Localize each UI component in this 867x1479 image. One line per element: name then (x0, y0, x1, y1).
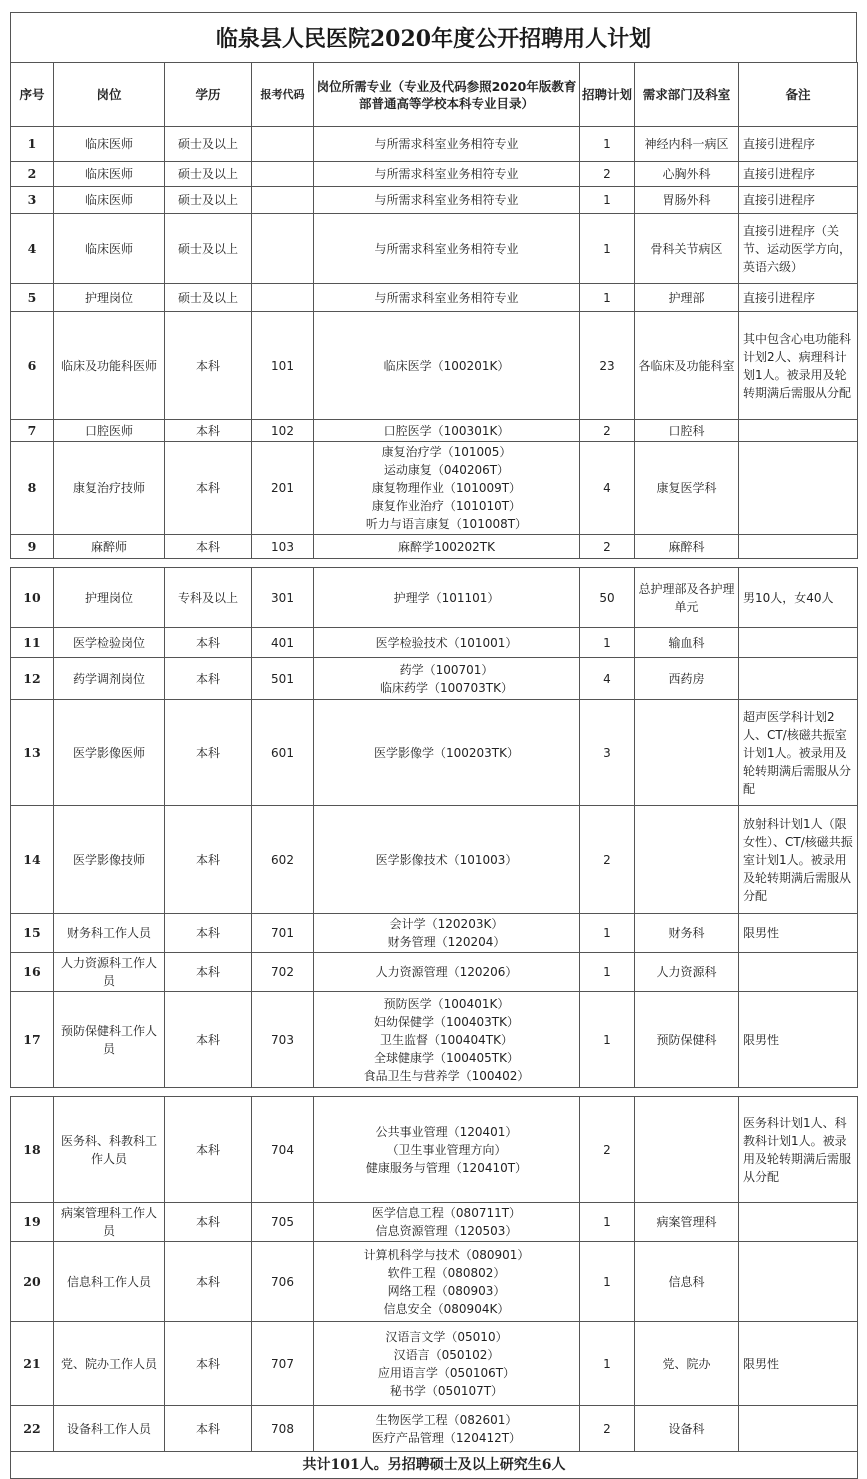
row-number: 18 (11, 1097, 54, 1203)
remark (739, 420, 858, 442)
row-separator-cell (11, 1088, 858, 1097)
major-line: 汉语言文学（05010） (385, 1329, 508, 1344)
major-line: 听力与语言康复（101008T） (365, 517, 528, 531)
required-majors (314, 442, 580, 535)
major-line: 秘书学（050107T） (389, 1383, 504, 1398)
row-number: 9 (11, 535, 54, 559)
required-majors (314, 162, 580, 187)
education: 硕士及以上 (165, 127, 252, 162)
row-separator (11, 559, 858, 568)
hiring-plan: 1 (580, 284, 635, 312)
hiring-plan: 1 (580, 914, 635, 953)
department: 总护理部及各护理单元 (635, 568, 739, 628)
header-cell: 需求部门及科室 (635, 63, 739, 127)
post-name: 护理岗位 (54, 568, 165, 628)
remark (739, 535, 858, 559)
remark (739, 1242, 858, 1322)
remark: 其中包含心电功能科计划2人、病理科计划1人。被录用及轮转期满后需服从分配 (739, 312, 858, 420)
department: 财务科 (635, 914, 739, 953)
exam-code: 103 (252, 535, 314, 559)
remark: 限男性 (739, 914, 858, 953)
major-line: 医学信息工程（080711T） (371, 1206, 522, 1220)
education: 本科 (165, 420, 252, 442)
post-name: 口腔医师 (54, 420, 165, 442)
table-row (11, 420, 858, 442)
remark: 限男性 (739, 992, 858, 1088)
education: 本科 (165, 658, 252, 700)
education: 硕士及以上 (165, 162, 252, 187)
education: 本科 (165, 1097, 252, 1203)
exam-code: 401 (252, 628, 314, 658)
row-number: 22 (11, 1406, 54, 1452)
major-line: 人力资源管理（120206） (375, 965, 518, 979)
major-line: 健康服务与管理（120410T） (365, 1160, 528, 1175)
exam-code: 704 (252, 1097, 314, 1203)
major-line: 临床医学（100201K） (383, 358, 510, 373)
exam-code (252, 214, 314, 284)
education: 本科 (165, 992, 252, 1088)
exam-code: 301 (252, 568, 314, 628)
required-majors (314, 658, 580, 700)
education: 硕士及以上 (165, 214, 252, 284)
department: 病案管理科 (635, 1203, 739, 1242)
header-cell: 备注 (739, 63, 858, 127)
remark: 直接引进程序 (739, 187, 858, 214)
required-majors (314, 806, 580, 914)
table-row (11, 1242, 858, 1322)
education: 本科 (165, 914, 252, 953)
department (635, 1097, 739, 1203)
table-row (11, 700, 858, 806)
row-number: 1 (11, 127, 54, 162)
post-name: 药学调剂岗位 (54, 658, 165, 700)
hiring-plan: 1 (580, 992, 635, 1088)
department (635, 806, 739, 914)
post-name: 临床医师 (54, 162, 165, 187)
header-cell: 报考代码 (252, 63, 314, 127)
department: 各临床及功能科室 (635, 312, 739, 420)
post-name: 人力资源科工作人员 (54, 953, 165, 992)
department: 麻醉科 (635, 535, 739, 559)
table-row (11, 1322, 858, 1406)
required-majors (314, 420, 580, 442)
table-footer-row (11, 1452, 858, 1479)
major-line: 临床药学（100703TK） (379, 680, 513, 695)
exam-code: 101 (252, 312, 314, 420)
education: 本科 (165, 312, 252, 420)
row-number: 6 (11, 312, 54, 420)
major-line: 生物医学工程（082601） (375, 1412, 518, 1427)
table-row (11, 568, 858, 628)
major-line: 食品卫生与营养学（100402） (363, 1068, 530, 1083)
department: 胃肠外科 (635, 187, 739, 214)
row-number: 5 (11, 284, 54, 312)
table-row (11, 214, 858, 284)
major-line: 计算机科学与技术（080901） (363, 1247, 530, 1262)
required-majors (314, 628, 580, 658)
major-line: 康复物理作业（101009T） (371, 481, 522, 495)
department: 骨科关节病区 (635, 214, 739, 284)
exam-code: 705 (252, 1203, 314, 1242)
department: 心胸外科 (635, 162, 739, 187)
major-line: （卫生事业管理方向） (386, 1142, 507, 1157)
hiring-plan: 4 (580, 658, 635, 700)
remark (739, 628, 858, 658)
major-line: 财务管理（120204） (387, 935, 506, 949)
required-majors (314, 127, 580, 162)
post-name: 医务科、科教科工作人员 (54, 1097, 165, 1203)
row-number: 20 (11, 1242, 54, 1322)
department: 口腔科 (635, 420, 739, 442)
post-name: 财务科工作人员 (54, 914, 165, 953)
table-row (11, 127, 858, 162)
major-line: 医学检验技术（101001） (375, 635, 518, 650)
post-name: 护理岗位 (54, 284, 165, 312)
hiring-plan: 3 (580, 700, 635, 806)
row-number: 14 (11, 806, 54, 914)
education: 本科 (165, 628, 252, 658)
hiring-plan: 1 (580, 1242, 635, 1322)
exam-code: 703 (252, 992, 314, 1088)
table-row (11, 1203, 858, 1242)
row-number: 17 (11, 992, 54, 1088)
post-name: 医学影像技师 (54, 806, 165, 914)
required-majors (314, 1097, 580, 1203)
department: 神经内科一病区 (635, 127, 739, 162)
row-number: 12 (11, 658, 54, 700)
hiring-plan: 50 (580, 568, 635, 628)
exam-code: 706 (252, 1242, 314, 1322)
hiring-plan: 2 (580, 535, 635, 559)
row-number: 19 (11, 1203, 54, 1242)
remark (739, 953, 858, 992)
required-majors (314, 1242, 580, 1322)
row-number: 13 (11, 700, 54, 806)
row-number: 11 (11, 628, 54, 658)
required-majors (314, 312, 580, 420)
hiring-plan: 1 (580, 1322, 635, 1406)
exam-code: 708 (252, 1406, 314, 1452)
table-row (11, 953, 858, 992)
major-line: 信息资源管理（120503） (375, 1224, 518, 1238)
major-line: 信息安全（080904K） (383, 1301, 510, 1316)
major-line: 全球健康学（100405TK） (373, 1050, 519, 1065)
remark: 限男性 (739, 1322, 858, 1406)
major-line: 汉语言（050102） (393, 1347, 500, 1362)
remark (739, 658, 858, 700)
major-line: 医学影像技术（101003） (375, 852, 518, 867)
row-number: 2 (11, 162, 54, 187)
post-name: 设备科工作人员 (54, 1406, 165, 1452)
hiring-plan: 2 (580, 162, 635, 187)
department: 西药房 (635, 658, 739, 700)
required-majors (314, 700, 580, 806)
department: 信息科 (635, 1242, 739, 1322)
education: 本科 (165, 1242, 252, 1322)
major-line: 与所需求科室业务相符专业 (374, 241, 519, 256)
department: 人力资源科 (635, 953, 739, 992)
education: 硕士及以上 (165, 284, 252, 312)
header-cell: 学历 (165, 63, 252, 127)
table-row (11, 992, 858, 1088)
department (635, 700, 739, 806)
recruitment-table (10, 62, 858, 1479)
header-cell: 序号 (11, 63, 54, 127)
major-line: 妇幼保健学（100403TK） (373, 1014, 519, 1029)
required-majors (314, 953, 580, 992)
row-number: 15 (11, 914, 54, 953)
post-name: 麻醉师 (54, 535, 165, 559)
required-majors (314, 992, 580, 1088)
post-name: 临床医师 (54, 127, 165, 162)
exam-code: 501 (252, 658, 314, 700)
exam-code: 702 (252, 953, 314, 992)
row-number: 8 (11, 442, 54, 535)
post-name: 医学检验岗位 (54, 628, 165, 658)
hiring-plan: 4 (580, 442, 635, 535)
post-name: 医学影像医师 (54, 700, 165, 806)
remark: 直接引进程序 (739, 284, 858, 312)
row-number: 7 (11, 420, 54, 442)
education: 硕士及以上 (165, 187, 252, 214)
hiring-plan: 23 (580, 312, 635, 420)
hiring-plan: 1 (580, 214, 635, 284)
post-name: 信息科工作人员 (54, 1242, 165, 1322)
row-number: 21 (11, 1322, 54, 1406)
table-row (11, 806, 858, 914)
required-majors (314, 535, 580, 559)
required-majors (314, 1406, 580, 1452)
table-row (11, 442, 858, 535)
hiring-plan: 2 (580, 1097, 635, 1203)
major-line: 卫生监督（100404TK） (379, 1032, 513, 1047)
table-row (11, 187, 858, 214)
remark: 直接引进程序 (739, 162, 858, 187)
exam-code (252, 127, 314, 162)
post-name: 临床医师 (54, 214, 165, 284)
row-number: 4 (11, 214, 54, 284)
row-number: 16 (11, 953, 54, 992)
required-majors (314, 187, 580, 214)
major-line: 与所需求科室业务相符专业 (374, 167, 519, 181)
hiring-plan: 2 (580, 420, 635, 442)
major-line: 会计学（120203K） (389, 917, 504, 931)
required-majors (314, 284, 580, 312)
row-separator-cell (11, 559, 858, 568)
total-summary: 共计101人。另招聘硕士及以上研究生6人 (11, 1452, 858, 1479)
remark: 直接引进程序（关节、运动医学方向，英语六级） (739, 214, 858, 284)
major-line: 与所需求科室业务相符专业 (374, 137, 519, 151)
major-line: 护理学（101101） (393, 590, 500, 605)
table-row (11, 914, 858, 953)
required-majors (314, 1203, 580, 1242)
required-majors (314, 914, 580, 953)
department: 预防保健科 (635, 992, 739, 1088)
exam-code: 201 (252, 442, 314, 535)
hiring-plan: 1 (580, 953, 635, 992)
table-header-row (11, 63, 858, 127)
major-line: 康复作业治疗（101010T） (371, 499, 522, 513)
major-line: 药学（100701） (399, 662, 494, 677)
major-line: 与所需求科室业务相符专业 (374, 193, 519, 207)
education: 本科 (165, 806, 252, 914)
exam-code: 602 (252, 806, 314, 914)
education: 本科 (165, 1322, 252, 1406)
remark (739, 442, 858, 535)
row-separator (11, 1088, 858, 1097)
table-row (11, 1406, 858, 1452)
education: 本科 (165, 535, 252, 559)
page-title: 临泉县人民医院2020年度公开招聘用人计划 (10, 12, 857, 62)
header-cell: 岗位所需专业（专业及代码参照2020年版教育部普通高等学校本科专业目录） (314, 63, 580, 127)
exam-code (252, 187, 314, 214)
table-row (11, 284, 858, 312)
header-cell: 岗位 (54, 63, 165, 127)
post-name: 临床医师 (54, 187, 165, 214)
major-line: 公共事业管理（120401） (375, 1124, 518, 1139)
hiring-plan: 2 (580, 1406, 635, 1452)
table-row (11, 312, 858, 420)
hiring-plan: 1 (580, 127, 635, 162)
required-majors (314, 1322, 580, 1406)
table-row (11, 658, 858, 700)
education: 专科及以上 (165, 568, 252, 628)
remark: 超声医学科计划2人、CT/核磁共振室计划1人。被录用及轮转期满后需服从分配 (739, 700, 858, 806)
education: 本科 (165, 1203, 252, 1242)
major-line: 康复治疗学（101005） (381, 445, 512, 459)
header-cell: 招聘计划 (580, 63, 635, 127)
major-line: 运动康复（040206T） (383, 463, 510, 477)
department: 输血科 (635, 628, 739, 658)
row-number: 3 (11, 187, 54, 214)
hiring-plan: 1 (580, 187, 635, 214)
hiring-plan: 1 (580, 1203, 635, 1242)
table-row (11, 535, 858, 559)
hiring-plan: 1 (580, 628, 635, 658)
exam-code (252, 284, 314, 312)
remark: 医务科计划1人、科教科计划1人。被录用及轮转期满后需服从分配 (739, 1097, 858, 1203)
remark (739, 1203, 858, 1242)
department: 设备科 (635, 1406, 739, 1452)
major-line: 医学影像学（100203TK） (373, 745, 519, 760)
remark: 放射科计划1人（限女性）、CT/核磁共振室计划1人。被录用及轮转期满后需服从分配 (739, 806, 858, 914)
post-name: 党、院办工作人员 (54, 1322, 165, 1406)
table-body (11, 127, 858, 1452)
post-name: 预防保健科工作人员 (54, 992, 165, 1088)
major-line: 麻醉学100202TK (397, 539, 495, 554)
table-row (11, 628, 858, 658)
post-name: 康复治疗技师 (54, 442, 165, 535)
exam-code: 601 (252, 700, 314, 806)
remark: 男10人，女40人 (739, 568, 858, 628)
major-line: 医疗产品管理（120412T） (371, 1430, 522, 1445)
exam-code (252, 162, 314, 187)
department: 党、院办 (635, 1322, 739, 1406)
table-row (11, 1097, 858, 1203)
hiring-plan: 2 (580, 806, 635, 914)
exam-code: 102 (252, 420, 314, 442)
education: 本科 (165, 953, 252, 992)
post-name: 病案管理科工作人员 (54, 1203, 165, 1242)
major-line: 与所需求科室业务相符专业 (374, 290, 519, 305)
row-number: 10 (11, 568, 54, 628)
remark (739, 1406, 858, 1452)
required-majors (314, 568, 580, 628)
required-majors (314, 214, 580, 284)
major-line: 预防医学（100401K） (383, 996, 510, 1011)
major-line: 软件工程（080802） (387, 1265, 506, 1280)
major-line: 网络工程（080903） (387, 1283, 506, 1298)
education: 本科 (165, 442, 252, 535)
exam-code: 707 (252, 1322, 314, 1406)
table-row (11, 162, 858, 187)
post-name: 临床及功能科医师 (54, 312, 165, 420)
education: 本科 (165, 1406, 252, 1452)
department: 护理部 (635, 284, 739, 312)
exam-code: 701 (252, 914, 314, 953)
education: 本科 (165, 700, 252, 806)
major-line: 口腔医学（100301K） (383, 423, 510, 438)
major-line: 应用语言学（050106T） (377, 1365, 516, 1380)
remark: 直接引进程序 (739, 127, 858, 162)
department: 康复医学科 (635, 442, 739, 535)
